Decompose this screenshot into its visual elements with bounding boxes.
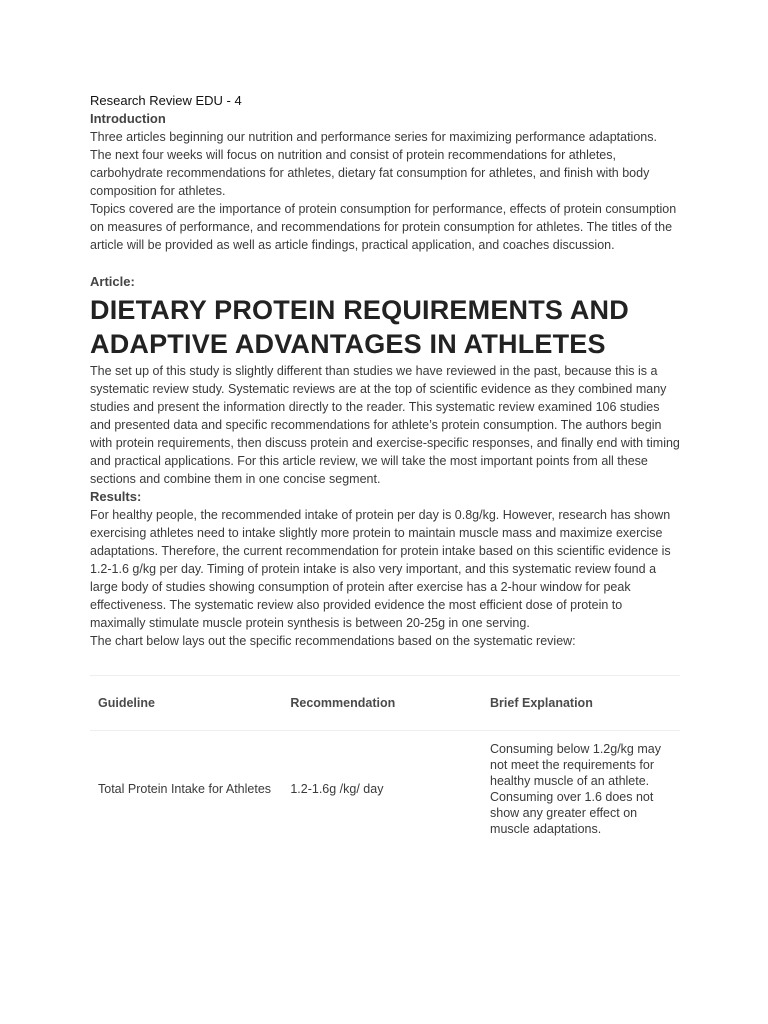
recommendations-table: [90, 675, 680, 847]
article-label: Article:: [90, 274, 135, 289]
header-guideline: Guideline: [90, 676, 282, 731]
cell-recommendation: 1.2-1.6g /kg/ day: [290, 782, 384, 796]
article-title: DIETARY PROTEIN REQUIREMENTS AND ADAPTIVE ADVANTAGES IN ATHLETES: [90, 295, 629, 359]
intro-paragraph-1: Three articles beginning our nutrition and performance series for maximizing performance adaptations. The next four weeks will focus on nutrition and consist of protein recommendations for athletes, carbohydrate recommendations for athletes, dietary fat consumption for athletes, and finish with body composition for athletes.: [90, 130, 657, 198]
article-summary: The set up of this study is slightly different than studies we have reviewed in the past, because this is a systematic review study. Systematic reviews are at the top of scientific evidence as they combined many studies and present the information directly to the reader. This systematic review examined 106 studies and presented data and specific recommendations for athlete’s protein consumption. The authors begin with protein requirements, then discuss protein and exercise-specific responses, and finally end with timing and practical applications. For this article review, we will take the most important points from all these sections and combine them in one concise segment.: [90, 364, 680, 486]
cell-guideline: Total Protein Intake for Athletes: [98, 782, 272, 796]
cell-explanation: Consuming below 1.2g/kg may not meet the requirements for healthy muscle of an athlete. Consuming over 1.6 does not show any greater effect on muscle adaptations.: [490, 742, 661, 836]
document-page: [90, 92, 680, 847]
table-row: [90, 731, 680, 848]
results-paragraph-2: The chart below lays out the specific recommendations based on the systematic review:: [90, 634, 576, 648]
document-title: Research Review EDU - 4: [90, 93, 242, 108]
intro-paragraph-2: Topics covered are the importance of protein consumption for performance, effects of protein consumption on measures of performance, and recommendations for protein consumption for athletes. The titles of the article will be provided as well as article findings, practical application, and coaches discussion.: [90, 202, 677, 252]
results-heading: Results:: [90, 489, 142, 504]
results-paragraph-1: For healthy people, the recommended intake of protein per day is 0.8g/kg. However, research has shown exercising athletes need to intake slightly more protein to maintain muscle mass and maximize exercise adaptations. Therefore, the current recommendation for protein intake based on this scientific evidence is 1.2-1.6 g/kg per day. Timing of protein intake is also very important, and this systematic review found a large body of studies showing consumption of protein after exercise has a 2-hour window for peak effectiveness. The systematic review also provided evidence the most efficient dose of protein to maximally stimulate muscle protein synthesis is between 20-25g in one serving.: [90, 508, 671, 630]
header-recommendation: Recommendation: [282, 676, 482, 731]
header-brief-explanation: Brief Explanation: [482, 676, 680, 731]
table-header-row: [90, 676, 680, 731]
introduction-heading: Introduction: [90, 111, 166, 126]
